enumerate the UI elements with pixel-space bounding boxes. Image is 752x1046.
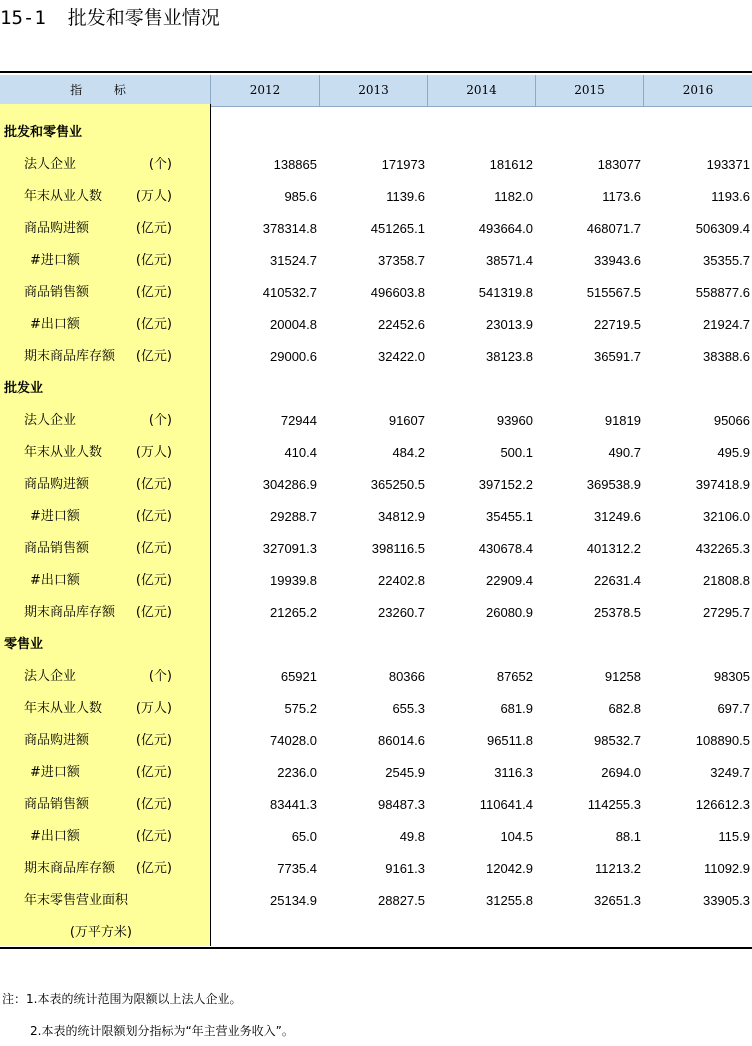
value-cell: 19939.8 bbox=[270, 573, 317, 588]
unit-cell bbox=[0, 181, 172, 213]
row-unit: (亿元) bbox=[135, 317, 172, 332]
row-unit: (亿元) bbox=[135, 733, 172, 748]
value-cell: 183077 bbox=[597, 157, 641, 172]
unit-cell bbox=[0, 501, 172, 533]
value-cell: 35355.7 bbox=[703, 253, 750, 268]
section-row bbox=[0, 117, 752, 149]
row-unit: (亿元) bbox=[135, 605, 172, 620]
section-label: 批发和零售业 bbox=[4, 125, 83, 140]
table-row bbox=[0, 277, 752, 309]
table-row bbox=[0, 341, 752, 373]
value-cell: 31255.8 bbox=[486, 893, 533, 908]
unit-cell bbox=[0, 469, 172, 501]
value-cell: 26080.9 bbox=[486, 605, 533, 620]
row-label: 期末商品库存额 bbox=[24, 861, 116, 876]
value-cell: 493664.0 bbox=[478, 221, 533, 236]
row-unit: (亿元) bbox=[135, 765, 172, 780]
value-cell: 91819 bbox=[604, 413, 641, 428]
table-title: 批发和零售业情况 bbox=[67, 7, 220, 29]
row-unit: (亿元) bbox=[135, 285, 172, 300]
table-row bbox=[0, 309, 752, 341]
value-cell: 9161.3 bbox=[385, 861, 425, 876]
unit-cell bbox=[0, 533, 172, 565]
table-row bbox=[0, 853, 752, 885]
footnote: 注：1.本表的统计范围为限额以上法人企业。 bbox=[2, 992, 242, 1006]
value-cell: 515567.5 bbox=[586, 285, 641, 300]
footnote: 2.本表的统计限额划分指标为“年主营业务收入”。 bbox=[30, 1024, 294, 1038]
value-cell: 3116.3 bbox=[494, 765, 533, 780]
value-cell: 32422.0 bbox=[378, 349, 425, 364]
table-row bbox=[0, 437, 752, 469]
value-cell: 110641.4 bbox=[479, 797, 533, 812]
row-label: 商品购进额 bbox=[24, 733, 90, 748]
value-cell: 86014.6 bbox=[378, 733, 425, 748]
value-cell: 35455.1 bbox=[486, 509, 533, 524]
row-label: 商品销售额 bbox=[24, 285, 90, 300]
value-cell: 500.1 bbox=[500, 445, 533, 460]
row-unit: (亿元) bbox=[135, 221, 172, 236]
value-cell: 34812.9 bbox=[378, 509, 425, 524]
value-cell: 65921 bbox=[280, 669, 317, 684]
value-cell: 91607 bbox=[388, 413, 425, 428]
value-cell: 33943.6 bbox=[594, 253, 641, 268]
table-row bbox=[0, 821, 752, 853]
value-cell: 490.7 bbox=[608, 445, 641, 460]
value-cell: 80366 bbox=[388, 669, 425, 684]
section-row bbox=[0, 629, 752, 661]
value-cell: 496603.8 bbox=[370, 285, 425, 300]
row-label: #进口额 bbox=[30, 765, 80, 780]
value-cell: 22719.5 bbox=[594, 317, 641, 332]
row-label: 年末零售营业面积 bbox=[24, 893, 129, 908]
row-unit: (亿元) bbox=[135, 509, 172, 524]
unit-cell bbox=[0, 309, 172, 341]
value-cell: 72944 bbox=[280, 413, 317, 428]
header-year: 2014 bbox=[428, 75, 536, 106]
value-cell: 33905.3 bbox=[703, 893, 750, 908]
value-cell: 1182.0 bbox=[494, 189, 533, 204]
row-label: 商品销售额 bbox=[24, 541, 90, 556]
section-label: 批发业 bbox=[4, 381, 44, 396]
row-label: #进口额 bbox=[30, 253, 80, 268]
value-cell: 410.4 bbox=[284, 445, 317, 460]
unit-cell bbox=[0, 661, 172, 693]
value-cell: 32651.3 bbox=[594, 893, 641, 908]
value-cell: 96511.8 bbox=[486, 733, 533, 748]
value-cell: 397152.2 bbox=[478, 477, 533, 492]
row-unit: (亿元) bbox=[135, 829, 172, 844]
header-indicator: 指 标 bbox=[0, 75, 211, 106]
unit-cell bbox=[0, 789, 172, 821]
value-cell: 25378.5 bbox=[594, 605, 641, 620]
row-label: 商品购进额 bbox=[24, 221, 90, 236]
value-cell: 1173.6 bbox=[602, 189, 641, 204]
value-cell: 575.2 bbox=[284, 701, 317, 716]
value-cell: 410532.7 bbox=[262, 285, 317, 300]
unit-cell bbox=[0, 245, 172, 277]
value-cell: 21924.7 bbox=[703, 317, 750, 332]
value-cell: 398116.5 bbox=[371, 541, 425, 556]
table-header bbox=[0, 75, 752, 107]
unit-cell bbox=[0, 725, 172, 757]
value-cell: 126612.3 bbox=[695, 797, 750, 812]
value-cell: 171973 bbox=[381, 157, 425, 172]
value-cell: 193371 bbox=[706, 157, 750, 172]
table-row bbox=[0, 693, 752, 725]
table-row bbox=[0, 501, 752, 533]
table-row bbox=[0, 245, 752, 277]
value-cell: 2694.0 bbox=[601, 765, 641, 780]
page-title bbox=[0, 4, 220, 32]
value-cell: 20004.8 bbox=[270, 317, 317, 332]
header-year: 2013 bbox=[320, 75, 428, 106]
table-number: 15-1 bbox=[0, 7, 46, 29]
value-cell: 468071.7 bbox=[586, 221, 641, 236]
value-cell: 2236.0 bbox=[277, 765, 317, 780]
value-cell: 506309.4 bbox=[695, 221, 750, 236]
value-cell: 401312.2 bbox=[586, 541, 641, 556]
row-label: 年末从业人数 bbox=[24, 189, 103, 204]
row-unit: (亿元) bbox=[135, 253, 172, 268]
unit-cell bbox=[0, 821, 172, 853]
row-label: 法人企业 bbox=[24, 413, 77, 428]
value-cell: 23013.9 bbox=[486, 317, 533, 332]
row-unit: (亿元) bbox=[135, 477, 172, 492]
value-cell: 22909.4 bbox=[486, 573, 533, 588]
table-row bbox=[0, 661, 752, 693]
row-label: 年末从业人数 bbox=[24, 701, 103, 716]
value-cell: 12042.9 bbox=[486, 861, 533, 876]
value-cell: 93960 bbox=[496, 413, 533, 428]
value-cell: 37358.7 bbox=[378, 253, 425, 268]
value-cell: 95066 bbox=[713, 413, 750, 428]
value-cell: 31249.6 bbox=[594, 509, 641, 524]
value-cell: 83441.3 bbox=[270, 797, 317, 812]
table-row bbox=[0, 405, 752, 437]
row-unit: (亿元) bbox=[135, 573, 172, 588]
row-label: 期末商品库存额 bbox=[24, 605, 116, 620]
value-cell: 378314.8 bbox=[262, 221, 317, 236]
table-row bbox=[0, 565, 752, 597]
value-cell: 27295.7 bbox=[703, 605, 750, 620]
row-label: #出口额 bbox=[30, 317, 80, 332]
value-cell: 2545.9 bbox=[385, 765, 425, 780]
value-cell: 682.8 bbox=[608, 701, 641, 716]
value-cell: 304286.9 bbox=[262, 477, 317, 492]
value-cell: 65.0 bbox=[291, 829, 317, 844]
row-unit: (亿元) bbox=[135, 541, 172, 556]
row-label: 法人企业 bbox=[24, 669, 77, 684]
unit-cell bbox=[0, 277, 172, 309]
unit-cell bbox=[0, 597, 172, 629]
unit-cell bbox=[0, 341, 172, 373]
value-cell: 32106.0 bbox=[703, 509, 750, 524]
row-unit: (亿元) bbox=[135, 797, 172, 812]
value-cell: 11092.9 bbox=[703, 861, 750, 876]
value-cell: 74028.0 bbox=[270, 733, 317, 748]
value-cell: 87652 bbox=[496, 669, 533, 684]
unit-cell bbox=[0, 565, 172, 597]
value-cell: 985.6 bbox=[284, 189, 317, 204]
value-cell: 1139.6 bbox=[386, 189, 425, 204]
unit-cell bbox=[0, 853, 172, 885]
row-label: #出口额 bbox=[30, 573, 80, 588]
value-cell: 22452.6 bbox=[378, 317, 425, 332]
unit-cell bbox=[0, 693, 172, 725]
value-cell: 88.1 bbox=[615, 829, 641, 844]
value-cell: 432265.3 bbox=[695, 541, 750, 556]
unit-cell bbox=[0, 917, 172, 949]
value-cell: 108890.5 bbox=[695, 733, 750, 748]
value-cell: 430678.4 bbox=[478, 541, 533, 556]
row-label: 法人企业 bbox=[24, 157, 77, 172]
value-cell: 11213.2 bbox=[594, 861, 641, 876]
unit-cell bbox=[0, 757, 172, 789]
value-cell: 104.5 bbox=[500, 829, 533, 844]
value-cell: 484.2 bbox=[392, 445, 425, 460]
value-cell: 451265.1 bbox=[370, 221, 425, 236]
value-cell: 138865 bbox=[273, 157, 317, 172]
value-cell: 558877.6 bbox=[695, 285, 750, 300]
unit-cell bbox=[0, 213, 172, 245]
table-row bbox=[0, 789, 752, 821]
value-cell: 115.9 bbox=[718, 829, 750, 844]
row-unit: (万平方米) bbox=[69, 925, 132, 940]
section-row bbox=[0, 373, 752, 405]
value-cell: 98487.3 bbox=[378, 797, 425, 812]
value-cell: 22631.4 bbox=[594, 573, 641, 588]
value-cell: 38571.4 bbox=[486, 253, 533, 268]
value-cell: 25134.9 bbox=[270, 893, 317, 908]
header-year: 2012 bbox=[211, 75, 320, 106]
value-cell: 365250.5 bbox=[370, 477, 425, 492]
header-year: 2016 bbox=[682, 83, 714, 97]
row-label: #进口额 bbox=[30, 509, 80, 524]
value-cell: 541319.8 bbox=[478, 285, 533, 300]
row-unit: (万人) bbox=[135, 189, 172, 204]
value-cell: 697.7 bbox=[717, 701, 750, 716]
value-cell: 22402.8 bbox=[378, 573, 425, 588]
table-row bbox=[0, 469, 752, 501]
value-cell: 23260.7 bbox=[378, 605, 425, 620]
table-row bbox=[0, 213, 752, 245]
table-row bbox=[0, 181, 752, 213]
value-cell: 369538.9 bbox=[586, 477, 641, 492]
value-cell: 7735.4 bbox=[277, 861, 317, 876]
row-label: 商品销售额 bbox=[24, 797, 90, 812]
row-label: 年末从业人数 bbox=[24, 445, 103, 460]
row-unit: (万人) bbox=[135, 701, 172, 716]
unit-cell bbox=[0, 437, 172, 469]
value-cell: 181612 bbox=[489, 157, 533, 172]
value-cell: 38123.8 bbox=[486, 349, 533, 364]
table-row bbox=[0, 885, 752, 940]
table-row bbox=[0, 597, 752, 629]
value-cell: 1193.6 bbox=[711, 189, 750, 204]
section-label: 零售业 bbox=[4, 637, 44, 652]
value-cell: 36591.7 bbox=[594, 349, 641, 364]
value-cell: 38388.6 bbox=[703, 349, 750, 364]
table-row bbox=[0, 757, 752, 789]
value-cell: 114255.3 bbox=[587, 797, 641, 812]
row-unit: (亿元) bbox=[135, 861, 172, 876]
header-year: 2015 bbox=[536, 75, 644, 106]
value-cell: 327091.3 bbox=[262, 541, 317, 556]
row-unit: (万人) bbox=[135, 445, 172, 460]
row-unit: (个) bbox=[148, 413, 172, 428]
value-cell: 98305 bbox=[713, 669, 750, 684]
table-row bbox=[0, 533, 752, 565]
row-label: #出口额 bbox=[30, 829, 80, 844]
row-label: 商品购进额 bbox=[24, 477, 90, 492]
value-cell: 21265.2 bbox=[270, 605, 317, 620]
value-cell: 29288.7 bbox=[270, 509, 317, 524]
value-cell: 29000.6 bbox=[270, 349, 317, 364]
value-cell: 21808.8 bbox=[703, 573, 750, 588]
value-cell: 98532.7 bbox=[594, 733, 641, 748]
value-cell: 495.9 bbox=[717, 445, 750, 460]
value-cell: 3249.7 bbox=[710, 765, 750, 780]
table-row bbox=[0, 725, 752, 757]
value-cell: 91258 bbox=[604, 669, 641, 684]
row-unit: (个) bbox=[148, 157, 172, 172]
value-cell: 49.8 bbox=[399, 829, 425, 844]
value-cell: 655.3 bbox=[392, 701, 425, 716]
row-unit: (个) bbox=[148, 669, 172, 684]
value-cell: 397418.9 bbox=[695, 477, 750, 492]
value-cell: 31524.7 bbox=[270, 253, 317, 268]
unit-cell bbox=[0, 149, 172, 181]
unit-cell bbox=[0, 405, 172, 437]
value-cell: 681.9 bbox=[500, 701, 533, 716]
row-unit: (亿元) bbox=[135, 349, 172, 364]
table-row bbox=[0, 149, 752, 181]
value-cell: 28827.5 bbox=[378, 893, 425, 908]
row-label: 期末商品库存额 bbox=[24, 349, 116, 364]
